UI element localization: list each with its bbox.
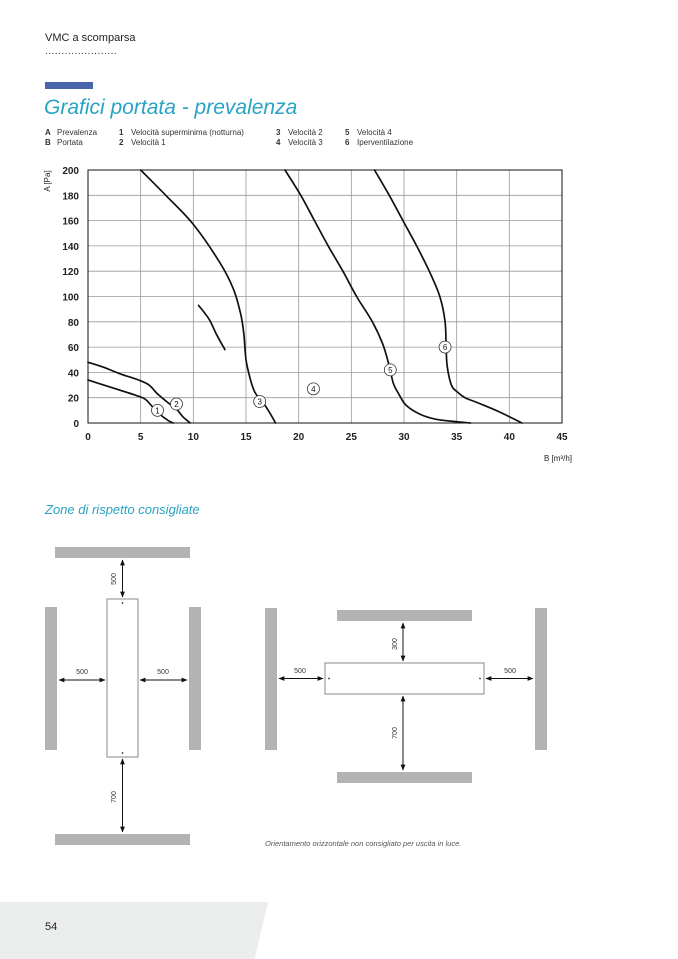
series-line-6 <box>199 305 225 349</box>
dim-label-bottom: 700 <box>111 791 118 803</box>
x-tick-label: 30 <box>398 432 410 443</box>
x-tick-label: 10 <box>187 432 199 443</box>
y-tick-label: 160 <box>62 216 79 228</box>
y-tick-label: 140 <box>62 241 79 253</box>
header-dotted-rule: ...................... <box>45 46 118 57</box>
dim-label-top: 500 <box>111 573 118 585</box>
clearance-section-title: Zone di rispetto consigliate <box>45 502 200 517</box>
legend-item-speed-6: 6 Iperventilazione <box>345 138 414 147</box>
y-tick-label: 80 <box>67 317 79 329</box>
horizontal-orientation-diagram <box>265 608 547 783</box>
series-marker-1 <box>152 404 164 416</box>
footer-band <box>0 902 268 959</box>
wall-right <box>189 607 201 750</box>
legend-item-speed-5: 5 Velocità 4 <box>345 128 392 137</box>
dim-label-right: 500 <box>157 669 169 676</box>
dim-label-left: 500 <box>76 669 88 676</box>
x-tick-label: 25 <box>345 432 357 443</box>
x-tick-label: 15 <box>240 432 252 443</box>
chart-tick-labels <box>62 166 568 443</box>
series-marker-4 <box>307 383 319 395</box>
wall-bottom <box>337 772 472 783</box>
series-marker-label: 2 <box>174 400 179 410</box>
page-number: 54 <box>45 921 58 933</box>
y-axis-label: A [Pa] <box>43 170 52 192</box>
series-marker-label: 1 <box>155 406 160 416</box>
unit-vertical <box>107 599 138 757</box>
x-tick-label: 5 <box>137 432 144 443</box>
series-marker-2 <box>170 398 182 410</box>
series-marker-6 <box>439 341 451 353</box>
x-tick-label: 20 <box>293 432 305 443</box>
y-tick-label: 120 <box>62 267 79 279</box>
legend-item-speed-1: 1 Velocità superminima (notturna) <box>119 128 244 137</box>
y-tick-label: 40 <box>67 368 79 380</box>
series-marker-label: 6 <box>442 343 448 353</box>
y-tick-label: 100 <box>62 292 79 304</box>
dim-label-left: 500 <box>294 668 306 675</box>
wall-top <box>337 610 472 621</box>
y-tick-label: 0 <box>73 419 79 430</box>
legend-item-a: A Prevalenza <box>45 128 98 137</box>
legend-item-speed-2: 2 Velocità 1 <box>119 138 166 147</box>
y-tick-label: 60 <box>67 343 79 355</box>
series-marker-label: 5 <box>388 365 393 375</box>
document-header: VMC a scomparsa <box>45 32 136 44</box>
x-tick-label: 40 <box>503 432 515 443</box>
dim-label-top: 300 <box>392 638 399 650</box>
unit-horizontal <box>325 663 484 694</box>
series-marker-5 <box>384 364 396 376</box>
wall-left <box>265 608 277 750</box>
wall-left <box>45 607 57 750</box>
x-tick-label: 0 <box>85 432 91 443</box>
dim-label-right: 500 <box>504 668 516 675</box>
series-marker-label: 4 <box>311 384 316 394</box>
legend-item-speed-3: 3 Velocità 2 <box>276 128 323 137</box>
legend-item-b: B Portata <box>45 138 83 147</box>
y-tick-label: 20 <box>67 393 79 405</box>
y-tick-label: 180 <box>62 191 79 203</box>
legend-item-speed-4: 4 Velocità 3 <box>276 138 323 147</box>
x-axis-label: B [m³/h] <box>543 454 572 463</box>
y-tick-label: 200 <box>62 166 79 177</box>
chart-grid <box>88 170 562 423</box>
vertical-orientation-diagram <box>45 547 201 845</box>
series-line-2 <box>88 362 190 423</box>
clearance-diagrams <box>0 530 678 860</box>
dim-label-bottom: 700 <box>392 727 399 739</box>
x-tick-label: 35 <box>451 432 463 443</box>
wall-bottom <box>55 834 190 845</box>
wall-right <box>535 608 547 750</box>
wall-top <box>55 547 190 558</box>
x-tick-label: 45 <box>556 432 568 443</box>
series-line-1 <box>88 380 173 423</box>
chart-section-title: Grafici portata - prevalenza <box>44 96 298 119</box>
series-marker-label: 3 <box>257 397 262 407</box>
series-marker-3 <box>254 395 266 407</box>
orientation-note: Orientamento orizzontale non consigliato per uscita in luce. <box>265 839 462 848</box>
